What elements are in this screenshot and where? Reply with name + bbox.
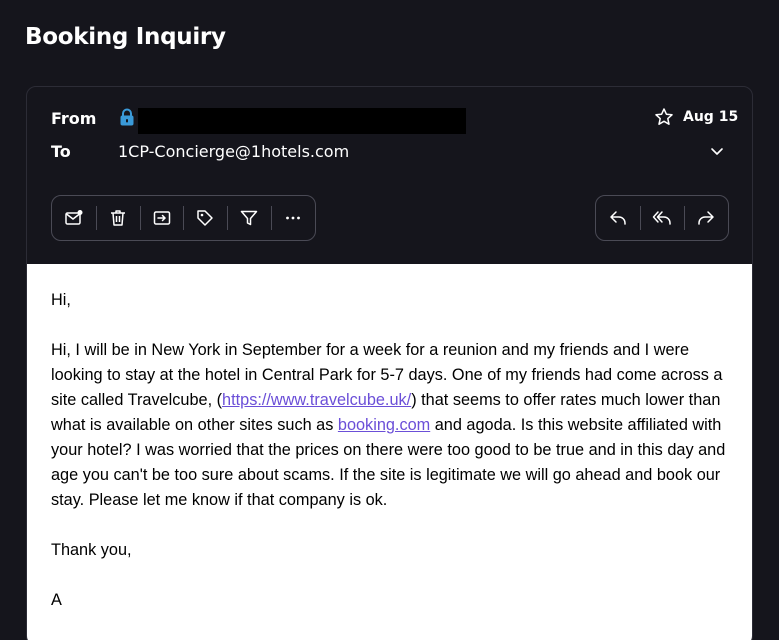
signature: A: [51, 591, 62, 609]
body-text-2: ) that seems to offer rates much lower than what is available on other sites such as: [51, 391, 721, 434]
travelcube-link[interactable]: https://www.travelcube.uk/: [222, 391, 412, 409]
recipient-address[interactable]: 1CP-Concierge@1hotels.com: [118, 142, 350, 161]
greeting: Hi,: [51, 291, 71, 309]
email-header: [27, 87, 752, 264]
more-horizontal-icon: [283, 208, 303, 228]
from-label: From: [51, 109, 97, 128]
tag-icon: [195, 208, 215, 228]
star-icon[interactable]: [654, 107, 674, 127]
forward-icon: [696, 208, 716, 228]
mark-unread-button[interactable]: [52, 195, 96, 241]
label-button[interactable]: [183, 195, 227, 241]
email-body: [27, 264, 752, 640]
move-button[interactable]: [140, 195, 184, 241]
body-text-1: Hi, I will be in New York in September for a week for a reunion and my friends and I were looking to stay at the hotel in Central Park for 5-7 days. One of my friends had come across a site called Travelcube, (: [51, 341, 723, 409]
reply-button[interactable]: [596, 195, 640, 241]
body-paragraph: [51, 338, 728, 513]
reply-actions-toolbar: [595, 195, 729, 241]
filter-icon: [239, 208, 259, 228]
email-card: [26, 86, 753, 640]
email-date: Aug 15: [683, 109, 739, 125]
closing: Thank you,: [51, 541, 132, 559]
body-text-3: and agoda. Is this website affiliated with your hotel? I was worried that the prices on there were too good to be true and in this day and age you can't be too sure about scams. If the site is legitimate we will go ahead and book our stay. Please let me know if that company is ok.: [51, 416, 726, 509]
sender-redacted: [138, 108, 466, 134]
more-button[interactable]: [271, 195, 315, 241]
reply-all-button[interactable]: [640, 195, 684, 241]
lock-icon: [119, 108, 135, 126]
reply-all-icon: [652, 208, 672, 228]
chevron-down-icon[interactable]: [709, 143, 725, 159]
email-subject: Booking Inquiry: [25, 24, 226, 50]
envelope-dot-icon: [64, 208, 84, 228]
to-label: To: [51, 142, 71, 161]
trash-icon: [108, 208, 128, 228]
reply-icon: [608, 208, 628, 228]
filter-button[interactable]: [227, 195, 271, 241]
move-to-folder-icon: [152, 208, 172, 228]
delete-button[interactable]: [96, 195, 140, 241]
booking-link[interactable]: booking.com: [337, 416, 431, 434]
message-actions-toolbar: [51, 195, 316, 241]
forward-button[interactable]: [684, 195, 728, 241]
